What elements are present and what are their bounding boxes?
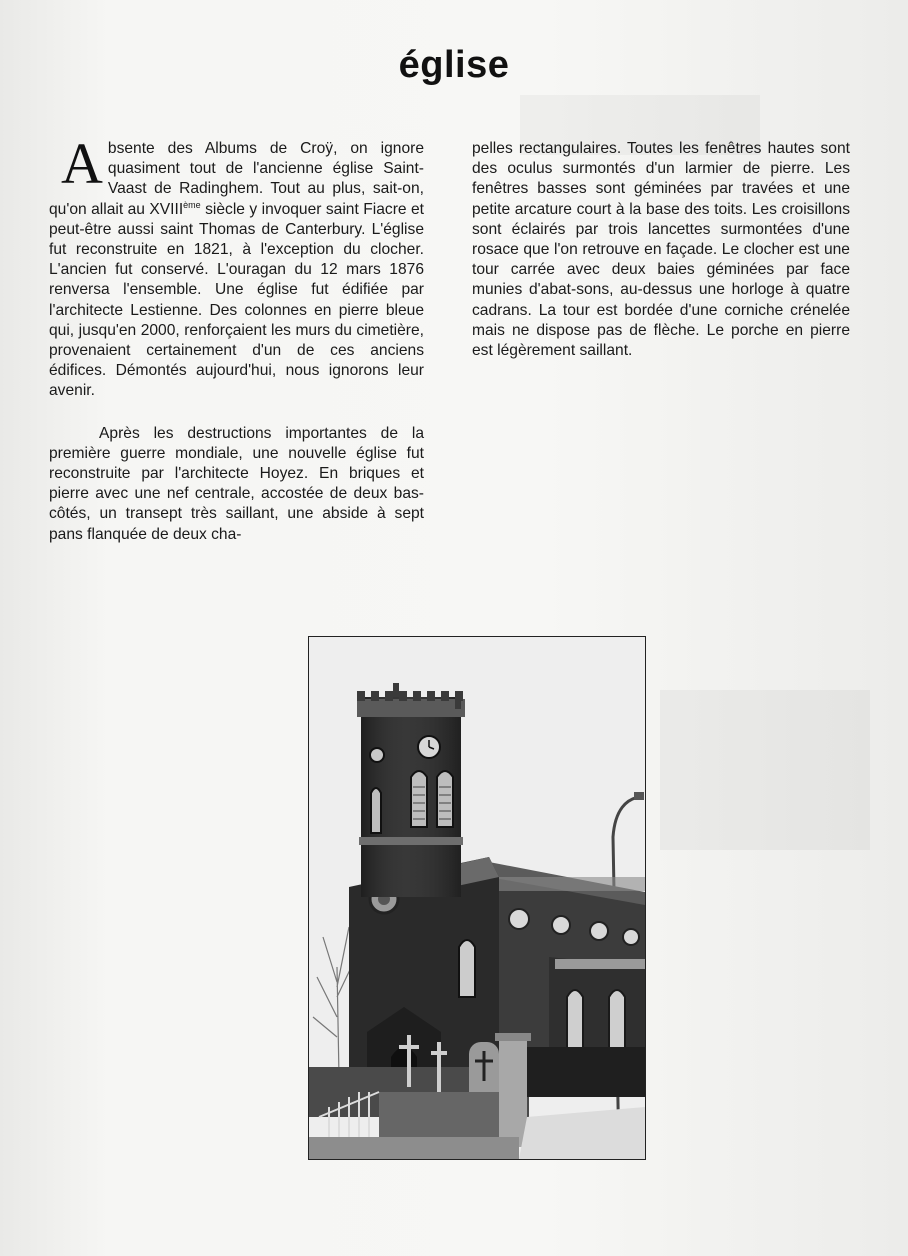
paragraph-1 <box>49 131 424 402</box>
clock-face-side <box>370 748 384 762</box>
right-column <box>472 139 850 361</box>
left-column <box>49 131 424 545</box>
drop-cap: A <box>61 131 103 196</box>
gate-pillar <box>499 1037 527 1147</box>
church-photo <box>308 636 646 1160</box>
century-superscript: ème <box>183 199 201 210</box>
hedge <box>519 1047 645 1097</box>
paragraph-1-text: bsente des Albums de Croÿ, on ignore quasiment tout de l'ancienne église Saint-Vaast de Radinghem. Tout au plus, sait-on, qu'on allait au XVIII <box>49 140 424 218</box>
page-title: église <box>398 44 510 86</box>
church-illustration <box>309 637 645 1159</box>
brick-wall <box>379 1092 499 1137</box>
paragraph-1-text-end: siècle y invoquer saint Fiacre et peut-être aussi saint Thomas de Canterbury. L'église fut reconstruite en 1821, à l'exception du clocher. L'ancien fut conservé. L'ouragan du 12 mars 1876 renversa l'ensemble. Une église fut édifiée par l'architecte Lestienne. Des colonnes en pierre bleue qui, jusqu'en 2000, renforçaient les murs du cimetière, provenaient certainement d'un de ces anciens édifices. Démontés aujourd'hui, nous ignorons leur avenir. <box>49 200 424 400</box>
paragraph-3: pelles rectangulaires. Toutes les fenêtres hautes sont des oculus surmontés d'un larmier de pierre. Les fenêtres basses sont géminées par travées et une petite arcature court à la base des toits. Les croisillons sont éclairés par trois lancettes surmontées d'une rosace que l'on retrouve en façade. Le clocher est une tour carrée avec deux baies géminées par face munies d'abat-sons, au-dessus une horloge à quatre cadrans. La tour est bordée d'une corniche crénelée mais ne dispose pas de flèche. Le porche en pierre est légèrement saillant. <box>472 140 850 360</box>
paragraph-2: Après les destructions importantes de la première guerre mondiale, une nouvelle église fut reconstruite par l'architecte Hoyez. En briques et pierre avec une nef centrale, accostée de deux bas-côtés, un transept très saillant, une abside à sept pans flanquée de deux cha- <box>49 424 424 543</box>
bleed-through-shadow <box>660 690 870 850</box>
